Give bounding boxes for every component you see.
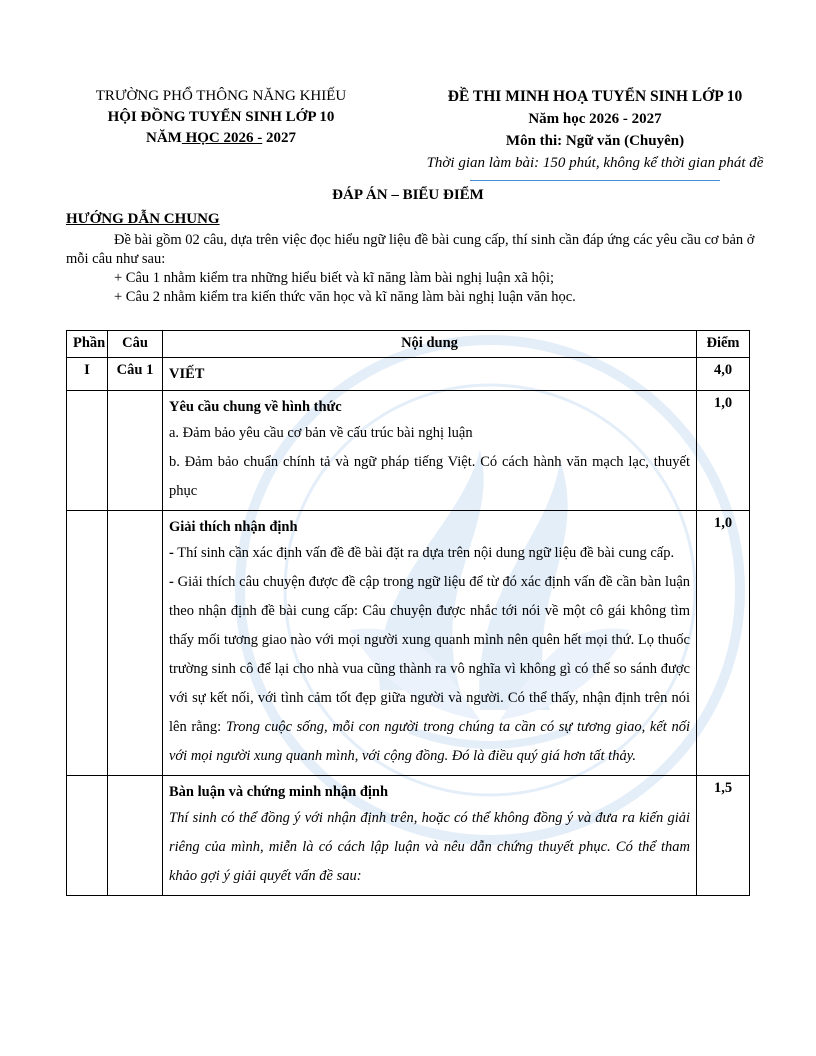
row-title: Bàn luận và chứng minh nhận định (169, 784, 389, 800)
cell-phan (67, 511, 108, 776)
cell-noidung: VIẾT (163, 358, 697, 391)
cell-diem: 1,0 (697, 391, 750, 511)
cell-noidung (163, 776, 697, 896)
row-title: Giải thích nhận định (169, 519, 298, 535)
answer-title: ĐÁP ÁN – BIỂU ĐIỂM (332, 187, 484, 203)
cell-diem: 1,0 (697, 511, 750, 776)
dash: - (169, 574, 174, 590)
school-year-prefix: NĂM (146, 130, 182, 146)
cell-cau: Câu 1 (108, 358, 163, 391)
score-table (66, 330, 750, 896)
guide-heading: HƯỚNG DẪN CHUNG (66, 211, 220, 227)
guide-bullet-1: + Câu 1 nhằm kiểm tra những hiểu biết và kĩ năng làm bài nghị luận xã hội; (114, 270, 555, 286)
header-phan: Phần (67, 331, 108, 358)
table-row (67, 391, 750, 511)
header-diem: Điểm (697, 331, 750, 358)
exam-title: ĐỀ THI MINH HOẠ TUYỂN SINH LỚP 10 (447, 88, 743, 105)
school-name: TRƯỜNG PHỔ THÔNG NĂNG KHIẾU (95, 88, 347, 104)
table-header-row (67, 331, 750, 358)
cell-diem: 1,5 (697, 776, 750, 896)
school-year-underlined: HỌC 2026 - (181, 130, 263, 146)
row-text: a. Đảm bảo yêu cầu cơ bản về cấu trúc bài nghị luận (169, 425, 473, 441)
dash: - (169, 545, 174, 561)
table-row (67, 358, 750, 391)
row-text-body: Thí sinh cần xác định vấn đề đề bài đặt ra dựa trên nội dung ngữ liệu đề bài cung cấp. (173, 545, 675, 561)
table-row (67, 511, 750, 776)
exam-header (395, 86, 795, 174)
header-cau: Câu (108, 331, 163, 358)
school-year (60, 128, 382, 149)
cell-phan (67, 776, 108, 896)
exam-year: Năm học 2026 - 2027 (528, 111, 662, 127)
school-year-suffix: 2027 (262, 130, 296, 146)
exam-duration: Thời gian làm bài: 150 phút, không kể thời gian phát đề (426, 155, 764, 171)
guide-paragraph: Đề bài gồm 02 câu, dựa trên việc đọc hiểu ngữ liệu đề bài cung cấp, thí sinh cần đáp ứng các yêu cầu cơ bản ở mỗi câu như sau: (66, 232, 755, 267)
cell-noidung (163, 391, 697, 511)
row-text-italic: Thí sinh có thể đồng ý với nhận định trên, hoặc có thể không đồng ý và đưa ra kiến giải riêng của mình, miễn là có cách lập luận và nêu dẫn chứng thuyết phục. Có thể tham khảo gợi ý giải quyết vấn đề sau: (169, 810, 690, 884)
cell-cau (108, 511, 163, 776)
row-title: Yêu cầu chung về hình thức (169, 399, 342, 415)
header-noidung: Nội dung (163, 331, 697, 358)
cell-diem: 4,0 (697, 358, 750, 391)
row-text-italic: Trong cuộc sống, mỗi con người trong chúng ta cần có sự tương giao, kết nối với mọi người xung quanh mình, với cộng đồng. Đó là điều quý giá hơn tất thảy. (169, 719, 690, 764)
cell-cau (108, 776, 163, 896)
cell-phan (67, 391, 108, 511)
cell-cau (108, 391, 163, 511)
row-text: b. Đảm bảo chuẩn chính tả và ngữ pháp tiếng Việt. Có cách hành văn mạch lạc, thuyết phục (169, 454, 690, 499)
row-text-body: Giải thích câu chuyện được đề cập trong ngữ liệu để từ đó xác định vấn đề cần bàn luận theo nhận định đề bài cung cấp: Câu chuyện được nhắc tới nói về một cô gái không tìm thấy mối tương giao nào với mọi người xung quanh mình nên quên hết mọi thứ. Lọ thuốc trường sinh cô để lại cho nhà vua cũng thành ra vô nghĩa vì không gì có thể so sánh được với sự kết nối, với tình cảm tốt đẹp giữa người và người. Có thể thấy, nhận định trên nói lên rằng: (169, 574, 690, 735)
header-divider (470, 180, 720, 181)
guide-intro (66, 231, 756, 307)
table-row (67, 776, 750, 896)
exam-subject: Môn thi: Ngữ văn (Chuyên) (505, 133, 685, 149)
guide-bullet-2: + Câu 2 nhằm kiểm tra kiến thức văn học và kĩ năng làm bài nghị luận văn học. (114, 289, 576, 305)
cell-phan: I (67, 358, 108, 391)
cell-noidung (163, 511, 697, 776)
row-text (169, 539, 690, 568)
council-name: HỘI ĐỒNG TUYỂN SINH LỚP 10 (107, 109, 335, 125)
row-text (169, 568, 690, 771)
school-header (60, 86, 382, 149)
